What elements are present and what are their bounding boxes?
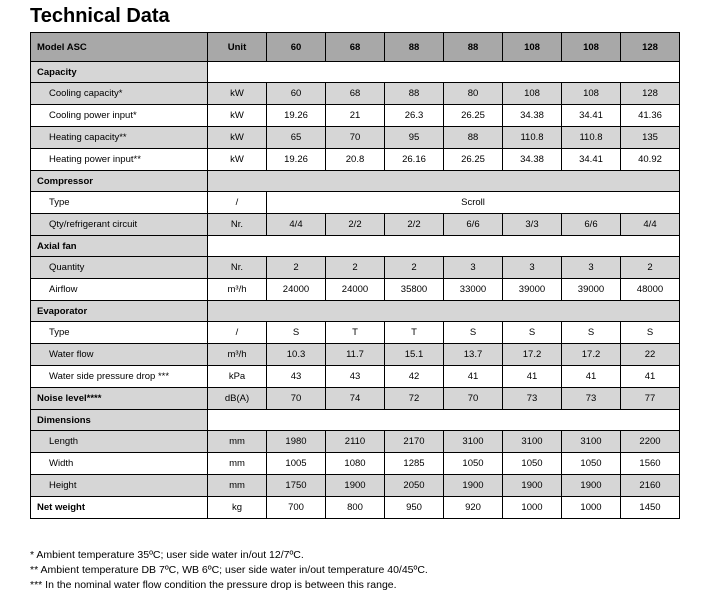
- row-label: Water flow: [31, 344, 208, 366]
- value-cell: 2: [326, 257, 385, 279]
- value-cell: 74: [326, 388, 385, 410]
- table-row: [31, 149, 680, 171]
- model-column-header: 128: [621, 33, 680, 62]
- value-cell: 10.3: [267, 344, 326, 366]
- value-cell: 6/6: [562, 214, 621, 236]
- value-cell: 13.7: [444, 344, 503, 366]
- value-cell: 1080: [326, 453, 385, 475]
- value-cell: 19.26: [267, 105, 326, 127]
- value-cell: 3: [562, 257, 621, 279]
- value-cell: 33000: [444, 279, 503, 301]
- value-cell: 1450: [621, 497, 680, 519]
- value-cell: 1005: [267, 453, 326, 475]
- value-cell: 1900: [562, 475, 621, 497]
- value-cell: 2200: [621, 431, 680, 453]
- value-cell: 1000: [562, 497, 621, 519]
- value-cell: 24000: [326, 279, 385, 301]
- row-label: Net weight: [31, 497, 208, 519]
- page-title: Technical Data: [30, 5, 170, 27]
- value-cell: 26.3: [385, 105, 444, 127]
- value-cell: 1750: [267, 475, 326, 497]
- value-cell: 1900: [503, 475, 562, 497]
- value-cell: 700: [267, 497, 326, 519]
- section-title: Dimensions: [31, 410, 208, 431]
- table-row: [31, 322, 680, 344]
- value-cell: 72: [385, 388, 444, 410]
- value-cell: 17.2: [562, 344, 621, 366]
- table-row: [31, 192, 680, 214]
- value-cell: 2050: [385, 475, 444, 497]
- value-cell: 950: [385, 497, 444, 519]
- value-cell: 73: [562, 388, 621, 410]
- model-column-header: 108: [503, 33, 562, 62]
- table-row: [31, 127, 680, 149]
- value-cell: 2110: [326, 431, 385, 453]
- row-unit: kW: [208, 149, 267, 171]
- row-unit: mm: [208, 475, 267, 497]
- section-fill: [208, 410, 680, 431]
- row-label: Noise level****: [31, 388, 208, 410]
- section-fill: [208, 62, 680, 83]
- merged-value-cell: Scroll: [267, 192, 680, 214]
- table-row: [31, 214, 680, 236]
- value-cell: 3: [444, 257, 503, 279]
- section-row: [31, 410, 680, 431]
- value-cell: T: [385, 322, 444, 344]
- section-row: [31, 171, 680, 192]
- technical-data-table: [30, 32, 680, 519]
- row-label: Heating capacity**: [31, 127, 208, 149]
- row-unit: mm: [208, 453, 267, 475]
- value-cell: 43: [267, 366, 326, 388]
- row-unit: kW: [208, 127, 267, 149]
- value-cell: 65: [267, 127, 326, 149]
- row-label: Cooling power input*: [31, 105, 208, 127]
- value-cell: 3100: [562, 431, 621, 453]
- section-title: Evaporator: [31, 301, 208, 322]
- value-cell: 920: [444, 497, 503, 519]
- value-cell: 41: [444, 366, 503, 388]
- value-cell: 70: [444, 388, 503, 410]
- value-cell: 15.1: [385, 344, 444, 366]
- row-label: Cooling capacity*: [31, 83, 208, 105]
- table-row: [31, 431, 680, 453]
- footnote: ** Ambient temperature DB 7ºC, WB 6ºC; user side water in/out temperature 40/45ºC.: [30, 564, 428, 576]
- value-cell: 41: [503, 366, 562, 388]
- model-column-header: 88: [444, 33, 503, 62]
- value-cell: 73: [503, 388, 562, 410]
- row-label: Width: [31, 453, 208, 475]
- value-cell: 34.38: [503, 105, 562, 127]
- value-cell: 35800: [385, 279, 444, 301]
- value-cell: 20.8: [326, 149, 385, 171]
- value-cell: 4/4: [267, 214, 326, 236]
- value-cell: 3/3: [503, 214, 562, 236]
- model-header: Model ASC: [31, 33, 208, 62]
- row-label: Quantity: [31, 257, 208, 279]
- value-cell: 39000: [562, 279, 621, 301]
- row-unit: mm: [208, 431, 267, 453]
- table-row: [31, 453, 680, 475]
- row-label: Type: [31, 192, 208, 214]
- value-cell: 108: [503, 83, 562, 105]
- value-cell: 800: [326, 497, 385, 519]
- row-unit: kW: [208, 83, 267, 105]
- value-cell: 3100: [503, 431, 562, 453]
- row-unit: m³/h: [208, 279, 267, 301]
- value-cell: 1560: [621, 453, 680, 475]
- value-cell: S: [267, 322, 326, 344]
- value-cell: 11.7: [326, 344, 385, 366]
- section-title: Capacity: [31, 62, 208, 83]
- row-unit: /: [208, 192, 267, 214]
- value-cell: 1900: [326, 475, 385, 497]
- table-row: [31, 257, 680, 279]
- value-cell: 34.41: [562, 149, 621, 171]
- table-row: [31, 279, 680, 301]
- section-row: [31, 62, 680, 83]
- value-cell: 34.38: [503, 149, 562, 171]
- value-cell: 110.8: [562, 127, 621, 149]
- value-cell: 1050: [562, 453, 621, 475]
- value-cell: 88: [444, 127, 503, 149]
- table-body: [31, 33, 680, 519]
- value-cell: 1900: [444, 475, 503, 497]
- footnote: *** In the nominal water flow condition the pressure drop is between this range.: [30, 579, 397, 591]
- section-fill: [208, 236, 680, 257]
- value-cell: 2: [385, 257, 444, 279]
- value-cell: 1050: [503, 453, 562, 475]
- row-label: Heating power input**: [31, 149, 208, 171]
- section-fill: [208, 301, 680, 322]
- value-cell: 34.41: [562, 105, 621, 127]
- model-column-header: 60: [267, 33, 326, 62]
- value-cell: 60: [267, 83, 326, 105]
- table-row: [31, 475, 680, 497]
- value-cell: T: [326, 322, 385, 344]
- value-cell: 4/4: [621, 214, 680, 236]
- section-title: Compressor: [31, 171, 208, 192]
- value-cell: 2/2: [326, 214, 385, 236]
- section-fill: [208, 171, 680, 192]
- value-cell: 43: [326, 366, 385, 388]
- row-label: Type: [31, 322, 208, 344]
- value-cell: 1980: [267, 431, 326, 453]
- value-cell: 95: [385, 127, 444, 149]
- table-row: [31, 497, 680, 519]
- value-cell: 6/6: [444, 214, 503, 236]
- value-cell: 88: [385, 83, 444, 105]
- model-column-header: 88: [385, 33, 444, 62]
- row-unit: kPa: [208, 366, 267, 388]
- value-cell: S: [444, 322, 503, 344]
- value-cell: 70: [267, 388, 326, 410]
- value-cell: 48000: [621, 279, 680, 301]
- row-label: Qty/refrigerant circuit: [31, 214, 208, 236]
- section-title: Axial fan: [31, 236, 208, 257]
- value-cell: 3: [503, 257, 562, 279]
- value-cell: 128: [621, 83, 680, 105]
- table-row: [31, 83, 680, 105]
- value-cell: 77: [621, 388, 680, 410]
- value-cell: 70: [326, 127, 385, 149]
- value-cell: 42: [385, 366, 444, 388]
- row-unit: Nr.: [208, 214, 267, 236]
- value-cell: S: [621, 322, 680, 344]
- value-cell: 135: [621, 127, 680, 149]
- value-cell: 39000: [503, 279, 562, 301]
- row-unit: m³/h: [208, 344, 267, 366]
- row-unit: dB(A): [208, 388, 267, 410]
- value-cell: 2: [267, 257, 326, 279]
- row-label: Length: [31, 431, 208, 453]
- row-label: Airflow: [31, 279, 208, 301]
- footnote: * Ambient temperature 35ºC; user side water in/out 12/7ºC.: [30, 549, 304, 561]
- row-unit: Nr.: [208, 257, 267, 279]
- value-cell: 2: [621, 257, 680, 279]
- row-label: Water side pressure drop ***: [31, 366, 208, 388]
- value-cell: 19.26: [267, 149, 326, 171]
- value-cell: 2170: [385, 431, 444, 453]
- footnotes: [30, 548, 690, 593]
- value-cell: 3100: [444, 431, 503, 453]
- value-cell: 17.2: [503, 344, 562, 366]
- value-cell: 26.16: [385, 149, 444, 171]
- model-column-header: 108: [562, 33, 621, 62]
- table-header-row: [31, 33, 680, 62]
- value-cell: 41: [562, 366, 621, 388]
- value-cell: 108: [562, 83, 621, 105]
- row-label: Height: [31, 475, 208, 497]
- value-cell: 2/2: [385, 214, 444, 236]
- value-cell: S: [562, 322, 621, 344]
- value-cell: 41: [621, 366, 680, 388]
- row-unit: kg: [208, 497, 267, 519]
- value-cell: 1050: [444, 453, 503, 475]
- value-cell: 68: [326, 83, 385, 105]
- value-cell: 21: [326, 105, 385, 127]
- value-cell: 24000: [267, 279, 326, 301]
- value-cell: 110.8: [503, 127, 562, 149]
- table-row: [31, 105, 680, 127]
- model-column-header: 68: [326, 33, 385, 62]
- table-row: [31, 388, 680, 410]
- unit-header: Unit: [208, 33, 267, 62]
- row-unit: /: [208, 322, 267, 344]
- value-cell: 41.36: [621, 105, 680, 127]
- value-cell: 26.25: [444, 149, 503, 171]
- value-cell: 2160: [621, 475, 680, 497]
- value-cell: 1285: [385, 453, 444, 475]
- value-cell: 22: [621, 344, 680, 366]
- value-cell: 80: [444, 83, 503, 105]
- value-cell: 26.25: [444, 105, 503, 127]
- section-row: [31, 236, 680, 257]
- value-cell: 1000: [503, 497, 562, 519]
- table-row: [31, 344, 680, 366]
- value-cell: 40.92: [621, 149, 680, 171]
- section-row: [31, 301, 680, 322]
- table-row: [31, 366, 680, 388]
- row-unit: kW: [208, 105, 267, 127]
- value-cell: S: [503, 322, 562, 344]
